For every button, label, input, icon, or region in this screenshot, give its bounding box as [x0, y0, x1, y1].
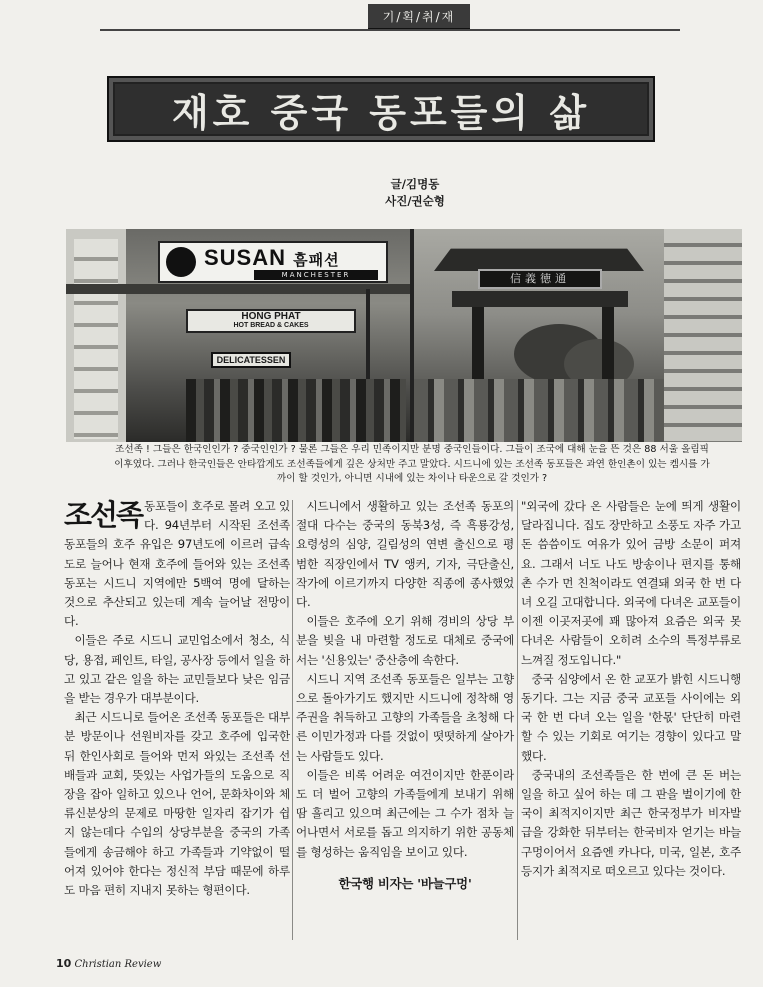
paragraph: 이들은 호주에 오기 위해 경비의 상당 부분을 빚을 내 마련할 정도로 대체로 중국에서는 '신용있는' 중산층에 속한다. — [296, 614, 514, 667]
paragraph: 이들은 비록 어려운 여건이지만 한푼이라도 더 벌어 고향의 가족들에게 보내기 위해 땀 흘리고 있으며 최근에는 그 수가 점차 늘어나면서 서로를 돕고 의지하기 위한 공동체를 형성하는 움직임을 보이고 있다. — [296, 767, 514, 859]
photo-chinatown-gate — [414, 229, 742, 442]
paragraph: "외국에 갔다 온 사람들은 눈에 띄게 생활이 달라집니다. 집도 장만하고 소풍도 자주 가고 돈 씀씀이도 여유가 있어 금방 소문이 퍼져요. 그래서 너도 나도 방송이나 편지를 통해 촌 수가 먼 친척이라도 연결돼 외국 한 번 다녀 오길 고대합니다. 외국에 다녀온 교포들이 이젠 이곳저곳에 꽤 많아져 요즘은 외국 못 다녀온 사람들이 오히려 소수의 특정부류로 느껴질 정도입니다." — [521, 499, 741, 667]
gate-roof — [434, 243, 644, 271]
byline-photographer: 사진/권순형 — [385, 194, 445, 208]
page-number: 10 — [56, 957, 72, 970]
pedestrians — [186, 379, 406, 442]
hong-phat-text: HONG PHAT — [241, 311, 301, 322]
subheading: 한국행 비자는 '바늘구멍' — [338, 875, 472, 891]
byline-writer: 글/김명동 — [390, 177, 440, 191]
paragraph: 시드니에서 생활하고 있는 조선족 동포의 절대 다수는 중국의 동북3성, 즉 흑룡강성, 요령성의 심양, 길림성의 연변 출신으로 평범한 직장인에서 TV 앵커, 기자, 극단출신, 작가에 이르기까지 다양한 직종에 종사했었다. — [296, 499, 514, 610]
susan-sign-korean: 흠패션 — [293, 252, 340, 269]
byline — [360, 176, 470, 210]
hong-phat-sign — [186, 309, 356, 333]
section-tag-label: 기/획/취/재 — [382, 9, 456, 24]
photo-caption: 조선족 ! 그들은 한국인인가 ? 중국인인가 ? 물론 그들은 우리 민족이지만 분명 중국인들이다. 그들이 조국에 대해 눈을 뜬 것은 88 서울 올림픽 이후였다. 그러나 한국인들은 안타깝게도 조선족들에게 깊은 상처만 주고 말았다. 시드니에 있는 조선족 동포들은 과연 한인촌이 있는 켐시를 가까이 할 것인가, 아니면 시내에 있는 차이나 타운으로 갈 것인가 ? — [114, 444, 710, 484]
article-title: 재호 중국 동포들의 삶 — [171, 90, 591, 135]
paragraph: 최근 시드니로 들어온 조선족 동포들은 대부분 방문이나 선원비자를 갖고 호주에 입국한 뒤 한인사회로 들어와 먼저 와있는 조선족 선배들과 교회, 뜻있는 사업가들의 도움으로 직장을 잡아 일하고 있으나 언어, 문화차이와 체류신분상의 문제로 마땅한 일자리 잡기가 쉽지 않는데다 수입의 상당부분을 중국의 가족들에게 송금해야 하고 가족들과 기약없이 떨어져 있어야 한다는 정신적 부담 때문에 하루도 마음 편히 지내지 못하는 형편이다. — [64, 710, 290, 898]
article-title-box — [107, 76, 655, 142]
susan-sign-sub: MANCHESTER — [254, 270, 378, 280]
gate-sign: 信義徳通 — [478, 269, 602, 289]
paragraph: 이들은 주로 시드니 교민업소에서 청소, 식당, 용접, 페인트, 타일, 공사장 등에서 일을 하고 있고 같은 일을 하는 교민들보다 낮은 임금을 받는 경우가 대부분이다. — [64, 633, 290, 706]
delicatessen-sign: DELICATESSEN — [211, 352, 291, 368]
magazine-name: Christian Review — [74, 959, 162, 970]
article-column-2 — [296, 497, 514, 893]
column-divider — [292, 500, 293, 940]
page-footer — [56, 957, 161, 970]
column-divider — [517, 500, 518, 940]
article-photo — [66, 229, 742, 442]
paragraph: 중국 심양에서 온 한 교포가 밝힌 시드니행 동기다. 그는 지금 중국 교포들 사이에는 외국 한 번 다녀 오는 일을 '한몫' 단단히 마련할 수 있는 기회로 여기는 경향이 있다고 말했다. — [521, 671, 741, 763]
section-tag — [368, 4, 470, 30]
paragraph: 중국내의 조선족들은 한 번에 큰 돈 버는 일을 하고 싶어 하는 데 그 판을 벌이기에 한국이 최적지이지만 최근 한국정부가 비자발급을 강화한 뒤부터는 한국비자 얻기는 바늘구멍이어서 요즘엔 카나다, 미국, 일본, 호주 등지가 최적지로 떠오르고 있다는 것이다. — [521, 767, 741, 878]
paragraph-text: 동포들이 호주로 몰려 오고 있다. 94년부터 시작된 조선족 동포들의 호주 유입은 97년도에 이르러 급속도로 늘어나 현재 호주에 들어와 있는 조선족 동포는 시드니 지역에만 5백여 명에 달하는 것으로 추산되고 있는데 계속 늘어날 전망이다. — [64, 499, 290, 629]
drop-cap: 조선족 — [64, 498, 143, 532]
photo-street-scene — [66, 229, 410, 442]
smiley-face-icon — [166, 247, 196, 277]
paragraph: 시드니 지역 조선족 동포들은 일부는 고향으로 돌아가기도 했지만 시드니에 정착해 영주권을 취득하고 고향의 가족들을 초청해 다른 이민가정과 다를 것없이 떳떳하게 살아가는 사람들도 있다. — [296, 671, 514, 763]
susan-sign — [158, 241, 388, 283]
top-rule-divider — [100, 29, 680, 31]
article-column-1 — [64, 497, 290, 900]
article-column-3 — [521, 497, 741, 881]
paragraph — [64, 497, 290, 631]
hong-phat-sub: HOT BREAD & CAKES — [233, 322, 309, 329]
susan-sign-text: SUSAN — [204, 245, 287, 270]
